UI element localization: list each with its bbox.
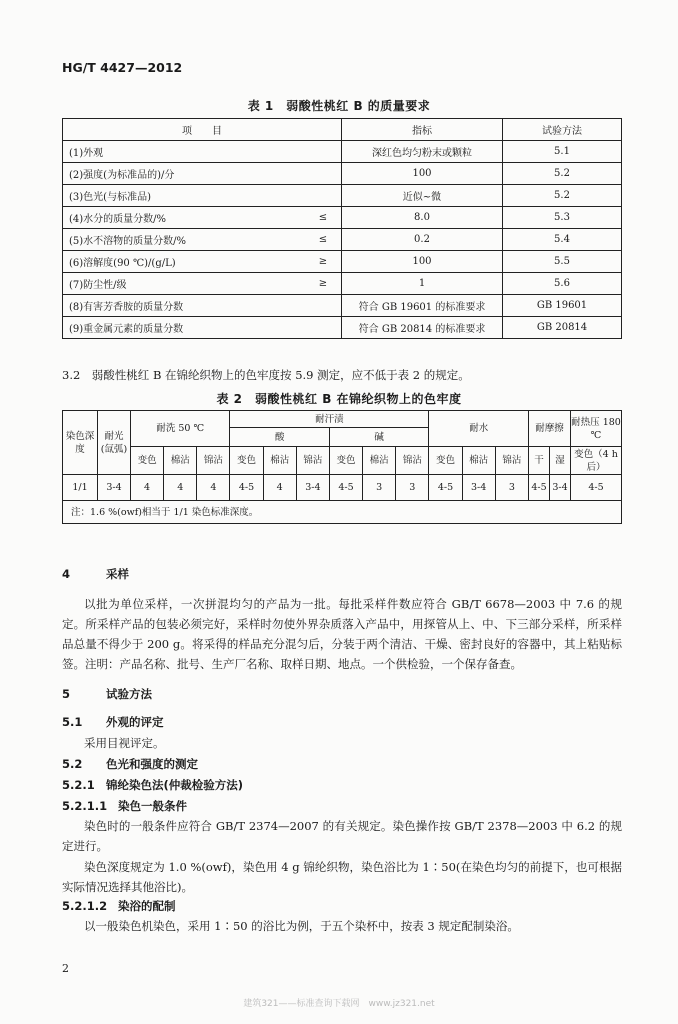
cell-value: 4-5 <box>230 475 263 501</box>
table-row <box>63 317 622 339</box>
sub-jinzhan: 锦沾 <box>296 447 329 475</box>
cell-sym <box>305 295 342 317</box>
cell-meth: 5.3 <box>503 207 622 229</box>
table-row <box>63 273 622 295</box>
table-row <box>63 229 622 251</box>
section-title: 锦纶染色法(仲裁检验方法) <box>106 778 244 792</box>
table1-caption: 表 1 弱酸性桃红 B 的质量要求 <box>247 99 431 113</box>
section-5-1-heading <box>62 714 164 730</box>
h-sweat: 耐汗渍 <box>230 411 429 428</box>
cell-value: 3 <box>363 475 396 501</box>
table-row <box>63 475 622 501</box>
cell-value: 3-4 <box>550 475 571 501</box>
cell-item: (6)溶解度(90 ℃)/(g/L) <box>63 251 306 273</box>
cell-meth: 5.6 <box>503 273 622 295</box>
cell-value: 3-4 <box>98 475 131 501</box>
table-header-row <box>63 119 622 141</box>
h-water: 耐水 <box>429 411 529 447</box>
cell-meth: 5.2 <box>503 163 622 185</box>
sub-jinzhan: 锦沾 <box>197 447 230 475</box>
sub-nylon: 棉沾 <box>263 447 296 475</box>
cell-meth: 5.2 <box>503 185 622 207</box>
cell-value: 4-5 <box>529 475 550 501</box>
cell-meth: GB 20814 <box>503 317 622 339</box>
section-title: 染浴的配制 <box>118 899 176 913</box>
section-5-2-1-heading <box>62 777 243 793</box>
cell-value: 4 <box>197 475 230 501</box>
cell-ind: 近似~微 <box>342 185 503 207</box>
cell-ind: 深红色均匀粉末或颗粒 <box>342 141 503 163</box>
section-number: 5.2.1 <box>62 778 95 792</box>
table-row <box>63 295 622 317</box>
section-title: 染色一般条件 <box>118 799 187 813</box>
cell-item: (9)重金属元素的质量分数 <box>63 317 306 339</box>
table-row <box>63 185 622 207</box>
cell-ind: 1 <box>342 273 503 295</box>
cell-value: 4 <box>131 475 164 501</box>
cell-item: (7)防尘性/级 <box>63 273 306 295</box>
sub-change: 变色 <box>429 447 462 475</box>
section-5-2-heading <box>62 756 198 772</box>
cell-sym <box>305 317 342 339</box>
cell-value: 4-5 <box>329 475 362 501</box>
cell-ind: 符合 GB 20814 的标准要求 <box>342 317 503 339</box>
sub-dry: 干 <box>529 447 550 475</box>
cell-ind: 0.2 <box>342 229 503 251</box>
quality-requirements-table <box>62 118 622 339</box>
section-number: 4 <box>62 567 71 581</box>
cell-sym <box>305 185 342 207</box>
sub-change: 变色 <box>230 447 263 475</box>
cell-value: 3-4 <box>296 475 329 501</box>
section-4-text: 以批为单位采样，一次拼混均匀的产品为一批。每批采样件数应符合 GB/T 6678—2003 中 7.6 的规定。所采样产品的包装必须完好，采样时勿使外界杂质落入产品中，用探管从上、中、下三部分采样，所采样品总量不得少于 200 g。将采得的样品充分混匀后，分装于两个清洁、干燥、密封良好的容器中，其上粘贴标签。注明：产品名称、批号、生产厂名称、取样日期、地点。一个供检验，一个保存备查。 <box>62 597 622 671</box>
section-number: 5.2 <box>62 757 83 771</box>
h-rub: 耐摩擦 <box>529 411 571 447</box>
cell-sym: ≤ <box>305 229 342 251</box>
section-5-2-1-1-p2: 染色深度规定为 1.0 %(owf)，染色用 4 g 锦纶织物，染色浴比为 1∶50(在染色均匀的前提下，也可根据实际情况选择其他浴比)。 <box>62 860 622 894</box>
cell-meth: 5.1 <box>503 141 622 163</box>
cell-sym <box>305 163 342 185</box>
color-fastness-table <box>62 410 622 524</box>
cell-value: 3 <box>495 475 528 501</box>
cell-sym: ≥ <box>305 273 342 295</box>
section-number: 5 <box>62 687 71 701</box>
table-row <box>63 141 622 163</box>
cell-value: 4 <box>263 475 296 501</box>
h-heat: 耐热压 180 ℃ <box>571 411 622 447</box>
cell-item: (4)水分的质量分数/% <box>63 207 306 229</box>
cell-item: (1)外观 <box>63 141 306 163</box>
h-acid: 酸 <box>230 428 329 447</box>
sub-wet: 湿 <box>550 447 571 475</box>
table2-caption: 表 2 弱酸性桃红 B 在锦纶织物上的色牢度 <box>216 392 462 406</box>
section-title: 外观的评定 <box>106 715 164 729</box>
table-row <box>63 207 622 229</box>
cell-value: 4-5 <box>429 475 462 501</box>
sub-heat: 变色（4 h后） <box>571 447 622 475</box>
watermark: 建筑321——标准查询下载网 www.jz321.net <box>243 999 435 1009</box>
cell-sym <box>305 141 342 163</box>
section-number: 5.1 <box>62 715 83 729</box>
cell-ind: 符合 GB 19601 的标准要求 <box>342 295 503 317</box>
section-5-2-1-1-heading <box>62 798 187 814</box>
h-wash: 耐洗 50 ℃ <box>131 411 230 447</box>
h-depth: 染色深度 <box>63 411 98 475</box>
section-number: 5.2.1.2 <box>62 899 108 913</box>
section-title: 色光和强度的测定 <box>106 757 198 771</box>
cell-value: 4-5 <box>571 475 622 501</box>
sub-jinzhan: 锦沾 <box>495 447 528 475</box>
section-3-2: 3.2 弱酸性桃红 B 在锦纶织物上的色牢度按 5.9 测定，应不低于表 2 的规定。 <box>62 368 470 382</box>
header-indicator: 指标 <box>342 119 503 141</box>
sub-nylon: 棉沾 <box>363 447 396 475</box>
section-number: 5.2.1.1 <box>62 799 108 813</box>
sub-nylon: 棉沾 <box>462 447 495 475</box>
section-title: 试验方法 <box>106 687 152 701</box>
cell-value: 1/1 <box>63 475 98 501</box>
cell-value: 4 <box>164 475 197 501</box>
cell-sym: ≤ <box>305 207 342 229</box>
section-5-2-1-2-p1: 以一般染色机染色，采用 1∶50 的浴比为例，于五个染杯中，按表 3 规定配制染浴。 <box>84 919 519 933</box>
cell-item: (8)有害芳香胺的质量分数 <box>63 295 306 317</box>
sub-nylon: 棉沾 <box>164 447 197 475</box>
section-4-heading <box>62 566 129 582</box>
sub-change: 变色 <box>329 447 362 475</box>
table-row <box>63 251 622 273</box>
cell-ind: 8.0 <box>342 207 503 229</box>
cell-item: (2)强度(为标准品的)/分 <box>63 163 306 185</box>
section-5-1-text: 采用目视评定。 <box>84 736 165 750</box>
sub-jinzhan: 锦沾 <box>396 447 429 475</box>
section-5-heading <box>62 686 152 702</box>
page-number: 2 <box>62 962 69 975</box>
h-alkali: 碱 <box>329 428 428 447</box>
table2-note: 注：1.6 %(owf)相当于 1/1 染色标准深度。 <box>63 501 622 524</box>
cell-sym: ≥ <box>305 251 342 273</box>
h-light: 耐光(氙弧) <box>98 411 131 475</box>
cell-value: 3 <box>396 475 429 501</box>
table-row <box>63 163 622 185</box>
cell-value: 3-4 <box>462 475 495 501</box>
cell-meth: 5.4 <box>503 229 622 251</box>
section-5-2-1-2-heading <box>62 898 176 914</box>
cell-meth: 5.5 <box>503 251 622 273</box>
cell-ind: 100 <box>342 163 503 185</box>
section-5-2-1-1-p1: 染色时的一般条件应符合 GB/T 2374—2007 的有关规定。染色操作按 GB/T 2378—2003 中 6.2 的规定进行。 <box>62 819 622 853</box>
header-item: 项 目 <box>63 119 342 141</box>
section-title: 采样 <box>106 567 129 581</box>
cell-meth: GB 19601 <box>503 295 622 317</box>
standard-code-header: HG/T 4427—2012 <box>62 60 183 75</box>
cell-item: (3)色光(与标准品) <box>63 185 306 207</box>
sub-change: 变色 <box>131 447 164 475</box>
header-method: 试验方法 <box>503 119 622 141</box>
cell-item: (5)水不溶物的质量分数/% <box>63 229 306 251</box>
cell-ind: 100 <box>342 251 503 273</box>
